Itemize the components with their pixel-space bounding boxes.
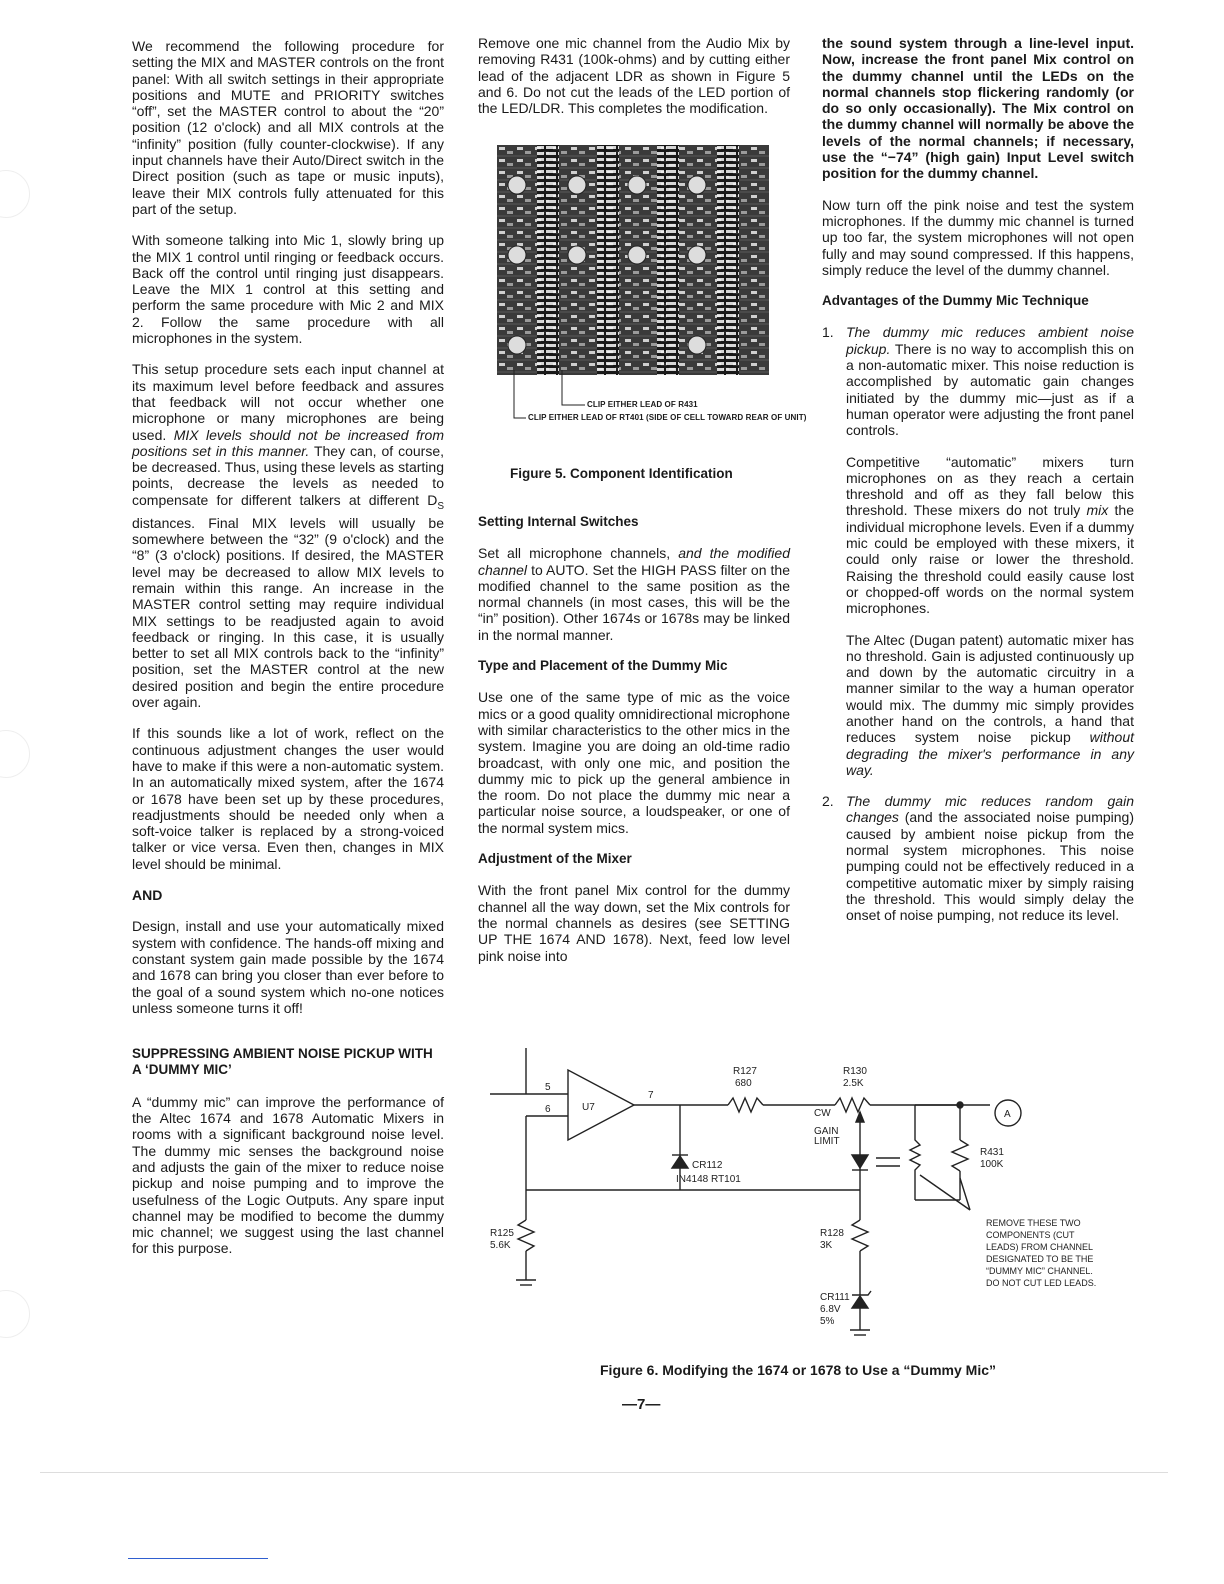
label-cw: CW — [814, 1108, 831, 1119]
label-r128-value: 3K — [820, 1240, 833, 1251]
circuit-board-photo — [497, 145, 769, 375]
label-r127-value: 680 — [735, 1078, 752, 1089]
label-limit: LIMIT — [814, 1136, 840, 1147]
schematic-diagram — [490, 1040, 1170, 1360]
label-r127: R127 — [733, 1066, 757, 1077]
punch-hole-bottom — [0, 1290, 30, 1338]
paragraph-adjustment: With the front panel Mix control for the dummy channel all the way down, set the Mix controls for the normal channels as desires (see SETTING UP THE 1674 AND 1678). Next, feed low level pink noise into — [478, 882, 790, 964]
paragraph-remove-channel: Remove one mic channel from the Audio Mix by removing R431 (100k-ohms) and by cutting either lead of the adjacent LDR as shown in Figure 5 and 6. Do not cut the leads of the LED portion of the LED/LDR. This completes the modification. — [478, 35, 790, 117]
svg-text:LEADS) FROM CHANNEL: LEADS) FROM CHANNEL — [986, 1242, 1094, 1252]
label-r125-value: 5.6K — [490, 1240, 511, 1251]
heading-setting-switches: Setting Internal Switches — [478, 514, 639, 529]
label-cr111: CR111 — [820, 1292, 850, 1303]
section-heading-dummy-mic: SUPPRESSING AMBIENT NOISE PICKUP WITH A ‘DUMMY MIC’ — [132, 1046, 433, 1078]
figure-6-caption: Figure 6. Modifying the 1674 or 1678 to Use a “Dummy Mic” — [600, 1362, 996, 1378]
label-cr112: CR112 — [692, 1160, 723, 1171]
advantages-list — [822, 324, 1134, 923]
paragraph-setup-procedure: We recommend the following procedure for setting the MIX and MASTER controls on the front panel: With all switch settings in their appropriate positions and MUTE and PRIORITY switches “off”, set the MASTER control to about the “20” position (12 o'clock) and all MIX controls at the “infinity” position (fully counter-clockwise). If any input channels have their Auto/Direct switch in the Direct position (such as tape or music inputs), leave their MIX controls fully attenuated for this part of the setup. — [132, 38, 444, 217]
paragraph-mic1: With someone talking into Mic 1, slowly bring up the MIX 1 control until ringing or feedback occurs. Back off the control until ringing just disappears. Leave the MIX 1 control at this setting and perform the same procedure with Mic 2 and MIX 2. Follow the same procedure with all microphones in the system. — [132, 232, 444, 347]
punch-hole-middle — [0, 730, 30, 778]
label-r130: R130 — [843, 1066, 867, 1077]
label-cr111-tolerance: 5% — [820, 1316, 835, 1327]
list-item: 2. The dummy mic reduces random gain changes (and the associated noise pumping) caused by ambient noise pickup from the normal system microphones. This noise pumping could not be effectively reduced in a competitive automatic mixer by simply raising the threshold. This would simply delay the onset of noise pumping, not reduce its level. — [822, 793, 1134, 924]
svg-text:COMPONENTS (CUT: COMPONENTS (CUT — [986, 1230, 1075, 1240]
label-node-a: A — [1004, 1109, 1011, 1120]
column-middle-lower — [478, 514, 790, 979]
label-u7: U7 — [582, 1102, 595, 1113]
svg-text:DESIGNATED TO BE THE: DESIGNATED TO BE THE — [986, 1254, 1094, 1264]
blue-underline — [128, 1558, 268, 1559]
svg-text:REMOVE THESE TWO: REMOVE THESE TWO — [986, 1218, 1081, 1228]
figure-5-caption: Figure 5. Component Identification — [510, 466, 733, 481]
punch-hole-top — [0, 170, 30, 218]
and-heading: AND — [132, 887, 163, 904]
label-pin5: 5 — [545, 1082, 551, 1093]
bottom-divider — [40, 1472, 1168, 1473]
label-pin7: 7 — [648, 1090, 654, 1101]
label-r130-value: 2.5K — [843, 1078, 864, 1089]
column-left — [132, 38, 444, 1272]
label-r431: R431 — [980, 1147, 1004, 1158]
svg-text:DO NOT CUT LED LEADS.: DO NOT CUT LED LEADS. — [986, 1278, 1097, 1288]
label-pin6: 6 — [545, 1104, 551, 1115]
column-middle — [478, 35, 790, 131]
page-number: —7— — [622, 1396, 661, 1413]
column-right — [822, 35, 1134, 939]
heading-type-placement: Type and Placement of the Dummy Mic — [478, 658, 728, 674]
label-r128: R128 — [820, 1228, 844, 1239]
label-cr111-value: 6.8V — [820, 1304, 841, 1315]
paragraph-setup-explanation: This setup procedure sets each input channel at its maximum level before feedback and assures that feedback will not occur whether one microphone or many microphones are being used. MIX levels should not be increased from positions set in this manner. They can, of course, be decreased. Thus, using these levels as starting points, decrease the levels as needed to compensate for different talkers at different $D_S$ distances. Final MIX levels will usually be somewhere between the “32” (9 o'clock) and the “8” (3 o'clock) positions. If desired, the MASTER level may be decreased to allow MIX levels to remain within this range. An increase in the MASTER control setting may require individual MIX settings to be readjusted again to avoid feedback or ringing. In this case, it is usually better to set all MIX controls back to the “infinity” position, set the MASTER control at the new desired position and begin the entire procedure over again. — [132, 361, 444, 711]
paragraph-pink-noise: the sound system through a line-level input. Now, increase the front panel Mix control on the dummy channel until the LEDs on the normal channels stop flickering randomly (or do so only occasionally). The Mix control on the dummy channel will normally be above the levels of the normal channels; if necessary, use the “−74” (high gain) Input Level switch position for the dummy channel. — [822, 35, 1134, 182]
label-r125: R125 — [490, 1228, 514, 1239]
paragraph-reflect: If this sounds like a lot of work, reflect on the continuous adjustment changes the user would have to make if this were a non-automatic system. In an automatically mixed system, after the 1674 or 1678 have been set up by these procedures, readjustments should be needed only when a soft-voice talker is replaced by a strong-voiced talker or vice versa. Even then, changes in MIX level should be minimal. — [132, 725, 444, 872]
schematic-note — [986, 1218, 1096, 1288]
paragraph-design: Design, install and use your automatically mixed system with confidence. The hands-off mixing and constant system gain made possible by the 1674 and 1678 can bring you closer than ever before to the goal of a sound system which no-one notices unless someone turns it off! — [132, 918, 444, 1016]
paragraph-switches: Set all microphone channels, and the modified channel to AUTO. Set the HIGH PASS filter on the modified channel to the same position as the normal channels (in most cases, this will be the “in” position). Other 1674s or 1678s may be linked in the normal manner. — [478, 545, 790, 643]
heading-advantages: Advantages of the Dummy Mic Technique — [822, 293, 1089, 309]
paragraph-dummy-mic-intro: A “dummy mic” can improve the performance of the Altec 1674 and 1678 Automatic Mixers in rooms with a significant background noise level. The dummy mic senses the background noise and adjusts the gain of the mixer to reduce noise pickup and noise pumping and to improve the usefulness of the Logic Outputs. Any spare input channel may be modified to become the dummy mic channel; we suggest using the last channel for this purpose. — [132, 1093, 444, 1257]
caption-clip-r431: CLIP EITHER LEAD OF R431 — [587, 400, 698, 409]
paragraph-type-placement: Use one of the same type of mic as the voice mics or a good quality omnidirectional microphone with similar characteristics to the other mics in the system. Imagine you are doing an old-time radio broadcast, with only one mic, and position the dummy mic to pick up the general ambience in the room. Do not place the dummy mic near a particular noise source, a loudspeaker, or one of the normal system mics. — [478, 689, 790, 836]
label-r431-value: 100K — [980, 1159, 1004, 1170]
list-item: 1. The dummy mic reduces ambient noise pickup. There is no way to accomplish this on a non-automatic mixer. This noise reduction is accomplished by automatic gain changes initiated by the dummy mic—just as if a human operator were adjusting the front panel controls. Competitive “automatic” mixers turn microphones on as they reach a certain threshold and off as they fall below this threshold. These mixers do not truly mix the individual microphone levels. Even if a dummy mic could be employed with these mixers, it could only raise or lower the threshold. Raising the threshold could easily cause lost or chopped-off words on the normal system microphones. The Altec (Dugan patent) automatic mixer has no threshold. Gain is adjusted continuously up and down by the automatic circuitry in a manner similar to the way a human operator would mix. The dummy mic simply provides another hand on the controls, a hand that reduces system noise pickup without degrading the mixer's performance in any way. — [822, 324, 1134, 778]
heading-adjustment: Adjustment of the Mixer — [478, 851, 632, 867]
paragraph-test-mics: Now turn off the pink noise and test the system microphones. If the dummy mic channel is turned up too far, the system microphones will not open fully and may sound compressed. If this happens, simply reduce the level of the dummy channel. — [822, 196, 1134, 278]
label-in4148: IN4148 RT101 — [676, 1174, 741, 1185]
caption-clip-rt401: CLIP EITHER LEAD OF RT401 (SIDE OF CELL TOWARD REAR OF UNIT) — [528, 413, 807, 422]
svg-text:“DUMMY MIC” CHANNEL.: “DUMMY MIC” CHANNEL. — [986, 1266, 1093, 1276]
label-gain: GAIN — [814, 1126, 839, 1137]
